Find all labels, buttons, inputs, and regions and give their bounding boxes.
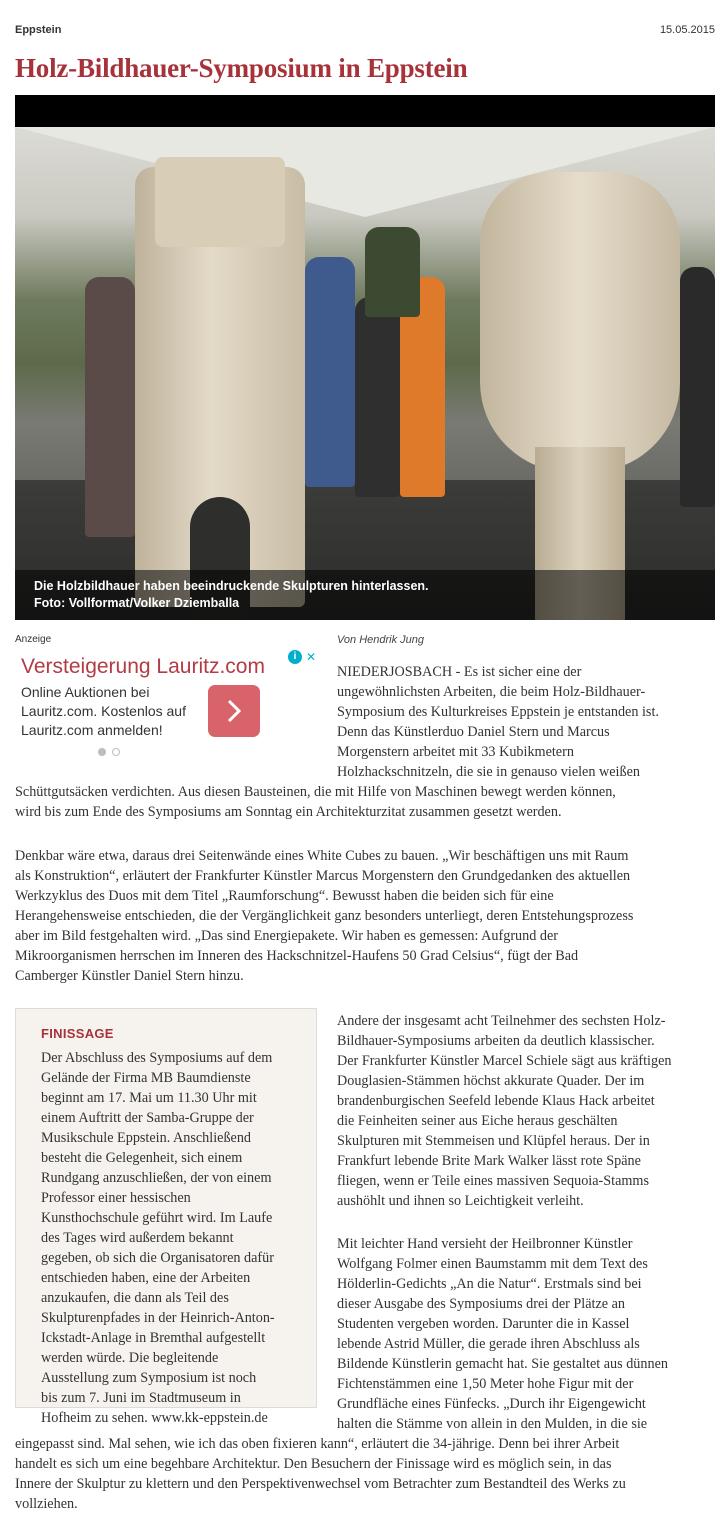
text-line: handelt es sich um eine begehbare Architektur. Den Besuchern der Finissage wird es möglich sein, in das bbox=[15, 1456, 612, 1472]
text-line: Der Abschluss des Symposiums auf dem bbox=[41, 1050, 273, 1066]
text-line: entschieden haben, eine der Arbeiten bbox=[41, 1270, 251, 1286]
advertisement[interactable] bbox=[15, 648, 318, 760]
ad-text-line: Lauritz.com. Kostenlos auf bbox=[21, 703, 186, 719]
text-line: Bildhauer-Symposiums arbeiten da deutlich klassischer. bbox=[337, 1033, 655, 1049]
text-line: Camberger Künstler Daniel Stern hinzu. bbox=[15, 968, 244, 984]
text-line: Hofheim zu sehen. www.kk-eppstein.de bbox=[41, 1410, 268, 1426]
article-paragraph-4-side bbox=[337, 1234, 668, 1434]
person-figure bbox=[680, 267, 715, 507]
text-line: Fichtenstämmen eine 1,50 Meter hohe Figur mit der bbox=[337, 1376, 634, 1392]
text-line: Studenten vergeben worden. Darunter die in Kassel bbox=[337, 1316, 630, 1332]
text-line: Mit leichter Hand versieht der Heilbronner Künstler bbox=[337, 1236, 633, 1252]
ad-controls bbox=[288, 650, 318, 664]
text-line: NIEDERJOSBACH - Es ist sicher eine der bbox=[337, 664, 582, 680]
text-line: Skulpturen mit Stemmeisen und Klüpfel heraus. Der in bbox=[337, 1133, 650, 1149]
text-line: des Tages wird außerdem bekannt bbox=[41, 1230, 234, 1246]
text-line: vollziehen. bbox=[15, 1496, 78, 1512]
text-line: halten die Stämme von allein in den Mulden, in die sie bbox=[337, 1416, 648, 1432]
person-figure bbox=[355, 297, 400, 497]
text-line: Ausstellung zum Symposium ist noch bbox=[41, 1370, 257, 1386]
text-line: Holzhackschnitzeln, die sie in genauso vielen weißen bbox=[337, 764, 640, 780]
infobox-text bbox=[41, 1048, 275, 1428]
text-line: Herangehensweise entschieden, die der Vergänglichkeit ganz besonders unterliegt, deren Entstehungsprozess bbox=[15, 908, 634, 924]
finissage-infobox bbox=[15, 1008, 317, 1426]
text-line: Musikschule Eppstein. Anschließend bbox=[41, 1130, 252, 1146]
person-figure bbox=[365, 227, 420, 317]
date-label: 15.05.2015 bbox=[659, 24, 715, 36]
text-line: brandenburgischen Seefeld lebende Klaus Hack arbeitet bbox=[337, 1093, 655, 1109]
sculpture-left bbox=[135, 167, 305, 607]
sculpture-head bbox=[155, 157, 285, 247]
text-line: Kunsthochschule geführt wird. Im Laufe bbox=[41, 1210, 273, 1226]
text-line: als Konstruktion“, erläutert der Frankfurter Künstler Marcus Morgenstern den Grundgedanken des aktuellen bbox=[15, 868, 631, 884]
text-line: Symposium des Kulturkreises Eppstein je entstanden ist. bbox=[337, 704, 659, 720]
headline: Holz-Bildhauer-Symposium in Eppstein bbox=[15, 53, 468, 83]
text-line: die Feinheiten seiner aus Eiche heraus geschälten bbox=[337, 1113, 618, 1129]
text-line: Skulpturenpfades in der Heinrich-Anton- bbox=[41, 1310, 275, 1326]
text-line: Wolfgang Folmer einen Baumstamm mit dem Text des bbox=[337, 1256, 648, 1272]
photo-scene bbox=[15, 127, 715, 620]
text-line: Douglasien-Stämmen höchst akkurate Quader. Der im bbox=[337, 1073, 645, 1089]
sculpture-right bbox=[480, 172, 680, 472]
text-line: eingepasst sind. Mal sehen, wie ich das oben fixieren kann“, erläutert die 34-jährige. Denn bei ihrer Arbeit bbox=[15, 1436, 620, 1452]
text-line: Ickstadt-Anlage in Bremthal aufgestellt bbox=[41, 1330, 266, 1346]
text-line: Hölderlin-Gedichts „An die Natur“. Erstmals sind bei bbox=[337, 1276, 642, 1292]
person-figure bbox=[85, 277, 135, 537]
ad-text-line: Lauritz.com anmelden! bbox=[21, 722, 163, 738]
text-line: einem Auftritt der Samba-Gruppe der bbox=[41, 1110, 254, 1126]
text-line: Grundfläche eines Fünfecks. „Durch ihr Eigengewicht bbox=[337, 1396, 646, 1412]
text-line: Professor einer hessischen bbox=[41, 1190, 191, 1206]
info-icon[interactable]: i bbox=[288, 650, 302, 664]
text-line: wird bis zum Ende des Symposiums am Sonntag ein Architekturzitat zusammen gesetzt werden. bbox=[15, 804, 562, 820]
text-line: lebende Astrid Müller, die gerade ihren Abschluss als bbox=[337, 1336, 640, 1352]
text-line: Der Frankfurter Künstler Marcel Schiele sägt aus kräftigen bbox=[337, 1053, 672, 1069]
text-line: gegeben, ob sich die Organisatoren dafür bbox=[41, 1250, 274, 1266]
text-line: beginnt am 17. Mai um 11.30 Uhr mit bbox=[41, 1090, 257, 1106]
text-line: ungewöhnlichsten Arbeiten, die beim Holz-Bildhauer- bbox=[337, 684, 646, 700]
article-photo bbox=[15, 95, 715, 620]
text-line: aber im Bild festgehalten wird. „Das sind Energiepakete. Wir haben es gemessen: Aufgrund der bbox=[15, 928, 558, 944]
text-line: Mikroorganismen herrschen im Inneren des Hackschnitzel-Haufens 50 Grad Celsius“, fügt der Bad bbox=[15, 948, 579, 964]
text-line: fliegen, wenn er Teile eines massiven Sequoia-Stamms bbox=[337, 1173, 649, 1189]
text-line: Denn das Künstlerduo Daniel Stern und Marcus bbox=[337, 724, 610, 740]
article-paragraph-1-full bbox=[15, 782, 616, 822]
caption-line: Die Holzbildhauer haben beeindruckende Skulpturen hinterlassen. bbox=[34, 579, 429, 593]
text-line: werden würde. Die begleitende bbox=[41, 1350, 219, 1366]
text-line: Schüttgutsäcken verdichten. Aus diesen Bausteinen, die mit Hilfe von Maschinen bewegt werden können, bbox=[15, 784, 616, 800]
ad-pagination bbox=[98, 743, 126, 761]
text-line: Bildende Künstlerin gemacht hat. Sie gestaltet aus dünnen bbox=[337, 1356, 668, 1372]
close-icon[interactable]: ✕ bbox=[305, 650, 317, 664]
text-line: Andere der insgesamt acht Teilnehmer des sechsten Holz- bbox=[337, 1013, 666, 1029]
infobox-title: FINISSAGE bbox=[41, 1026, 114, 1041]
text-line: Innere der Skulptur zu klettern und den Perspektivenwechsel vom Betrachter zum Bestandteil des Werks zu bbox=[15, 1476, 626, 1492]
text-line: anzukaufen, die dann als Teil des bbox=[41, 1290, 229, 1306]
byline: Von Hendrik Jung bbox=[337, 634, 425, 646]
ad-open-button[interactable] bbox=[208, 685, 260, 737]
article-meta bbox=[15, 24, 715, 40]
ad-page-dot-active[interactable] bbox=[98, 748, 106, 756]
article-paragraph-3 bbox=[337, 1011, 671, 1211]
ad-text[interactable] bbox=[21, 683, 199, 740]
article-paragraph-2 bbox=[15, 846, 633, 986]
ad-text-line: Online Auktionen bei bbox=[21, 684, 150, 700]
ad-label: Anzeige bbox=[15, 634, 52, 645]
ad-title[interactable]: Versteigerung Lauritz.com bbox=[21, 655, 265, 678]
text-line: besteht die Gelegenheit, sich einem bbox=[41, 1150, 243, 1166]
text-line: dieser Ausgabe des Symposiums drei der Plätze an bbox=[337, 1296, 626, 1312]
person-figure bbox=[305, 257, 355, 487]
text-line: bis zum 7. Juni im Stadtmuseum in bbox=[41, 1390, 241, 1406]
photo-caption bbox=[15, 570, 715, 620]
location-label: Eppstein bbox=[15, 24, 62, 36]
chevron-right-icon bbox=[224, 699, 244, 723]
text-line: aushöhlt und ihnen so Leichtigkeit verleiht. bbox=[337, 1193, 584, 1209]
text-line: Gelände der Firma MB Baumdienste bbox=[41, 1070, 251, 1086]
article-paragraph-4-full bbox=[15, 1434, 626, 1514]
article-paragraph-1-side bbox=[337, 662, 659, 782]
text-line: Frankfurt lebende Brite Mark Walker lässt rote Späne bbox=[337, 1153, 641, 1169]
caption-credit: Foto: Vollformat/Volker Dziemballa bbox=[34, 596, 240, 610]
text-line: Werkzyklus des Duos mit dem Titel „Raumforschung“. Bewusst haben die beiden sich für eine bbox=[15, 888, 554, 904]
text-line: Morgenstern arbeitet mit 33 Kubikmetern bbox=[337, 744, 574, 760]
text-line: Rundgang anzuschließen, der von einem bbox=[41, 1170, 272, 1186]
text-line: Denkbar wäre etwa, daraus drei Seitenwände eines White Cubes zu bauen. „Wir beschäftigen uns mit Raum bbox=[15, 848, 629, 864]
ad-page-dot[interactable] bbox=[112, 748, 120, 756]
